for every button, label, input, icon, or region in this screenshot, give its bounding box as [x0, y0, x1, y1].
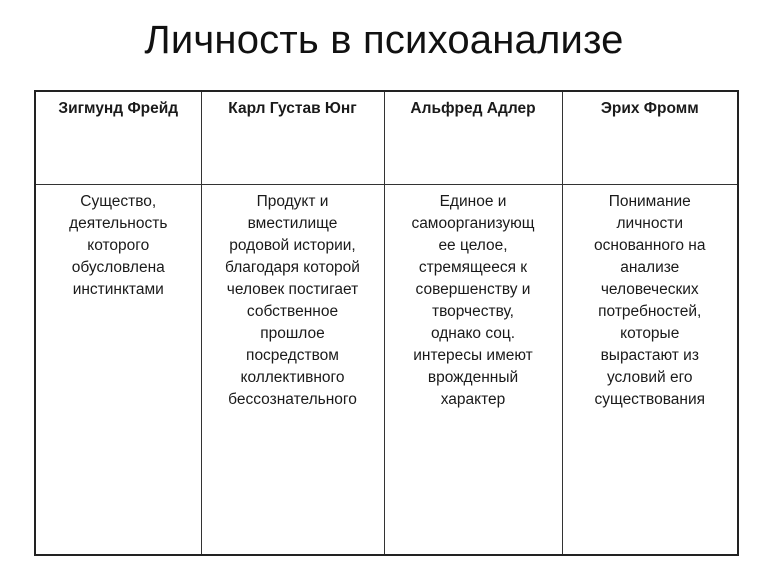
- description-line: существования: [594, 390, 706, 408]
- description-line: потребностей,: [598, 302, 702, 320]
- description-line: самоорганизующ: [411, 214, 535, 232]
- header-row: [36, 92, 737, 184]
- description-line: врожденный: [427, 368, 519, 386]
- description-line: однако соц.: [430, 324, 516, 342]
- description-freud: [36, 184, 201, 554]
- header-fromm: Эрих Фромм: [562, 92, 737, 184]
- description-adler: [384, 184, 562, 554]
- description-line: благодаря которой: [225, 258, 360, 276]
- description-line: которые: [620, 324, 680, 342]
- description-line: Продукт и: [256, 192, 329, 210]
- description-line: посредством: [246, 346, 339, 364]
- description-fromm: [562, 184, 737, 554]
- header-jung: Карл Густав Юнг: [201, 92, 384, 184]
- description-line: совершенству и: [415, 280, 531, 298]
- description-line: Существо,: [80, 192, 157, 210]
- header-freud: Зигмунд Фрейд: [36, 92, 201, 184]
- personality-table: [36, 92, 737, 554]
- description-line: которого: [87, 236, 150, 254]
- page-title: Личность в психоанализе: [144, 18, 624, 62]
- description-line: коллективного: [240, 368, 345, 386]
- description-line: характер: [440, 390, 506, 408]
- description-line: собственное: [246, 302, 339, 320]
- description-line: инстинктами: [72, 280, 164, 298]
- description-line: Единое и: [439, 192, 507, 210]
- description-line: личности: [616, 214, 683, 232]
- description-line: вместилище: [247, 214, 338, 232]
- description-line: творчеству,: [431, 302, 514, 320]
- description-line: бессознательного: [228, 390, 357, 408]
- description-line: деятельность: [69, 214, 168, 232]
- description-line: анализе: [620, 258, 680, 276]
- personality-table-frame: [34, 90, 739, 556]
- description-line: человеческих: [600, 280, 699, 298]
- description-line: ее целое,: [438, 236, 508, 254]
- description-line: основанного на: [594, 236, 706, 254]
- description-line: интересы имеют: [413, 346, 533, 364]
- description-line: человек постигает: [226, 280, 359, 298]
- description-jung: [201, 184, 384, 554]
- description-line: прошлое: [260, 324, 325, 342]
- description-line: условий его: [606, 368, 693, 386]
- description-line: родовой истории,: [229, 236, 356, 254]
- description-line: обусловлена: [71, 258, 165, 276]
- header-adler: Альфред Адлер: [384, 92, 562, 184]
- description-line: вырастают из: [600, 346, 699, 364]
- description-row: [36, 184, 737, 554]
- description-line: Понимание: [608, 192, 691, 210]
- description-line: стремящееся к: [418, 258, 528, 276]
